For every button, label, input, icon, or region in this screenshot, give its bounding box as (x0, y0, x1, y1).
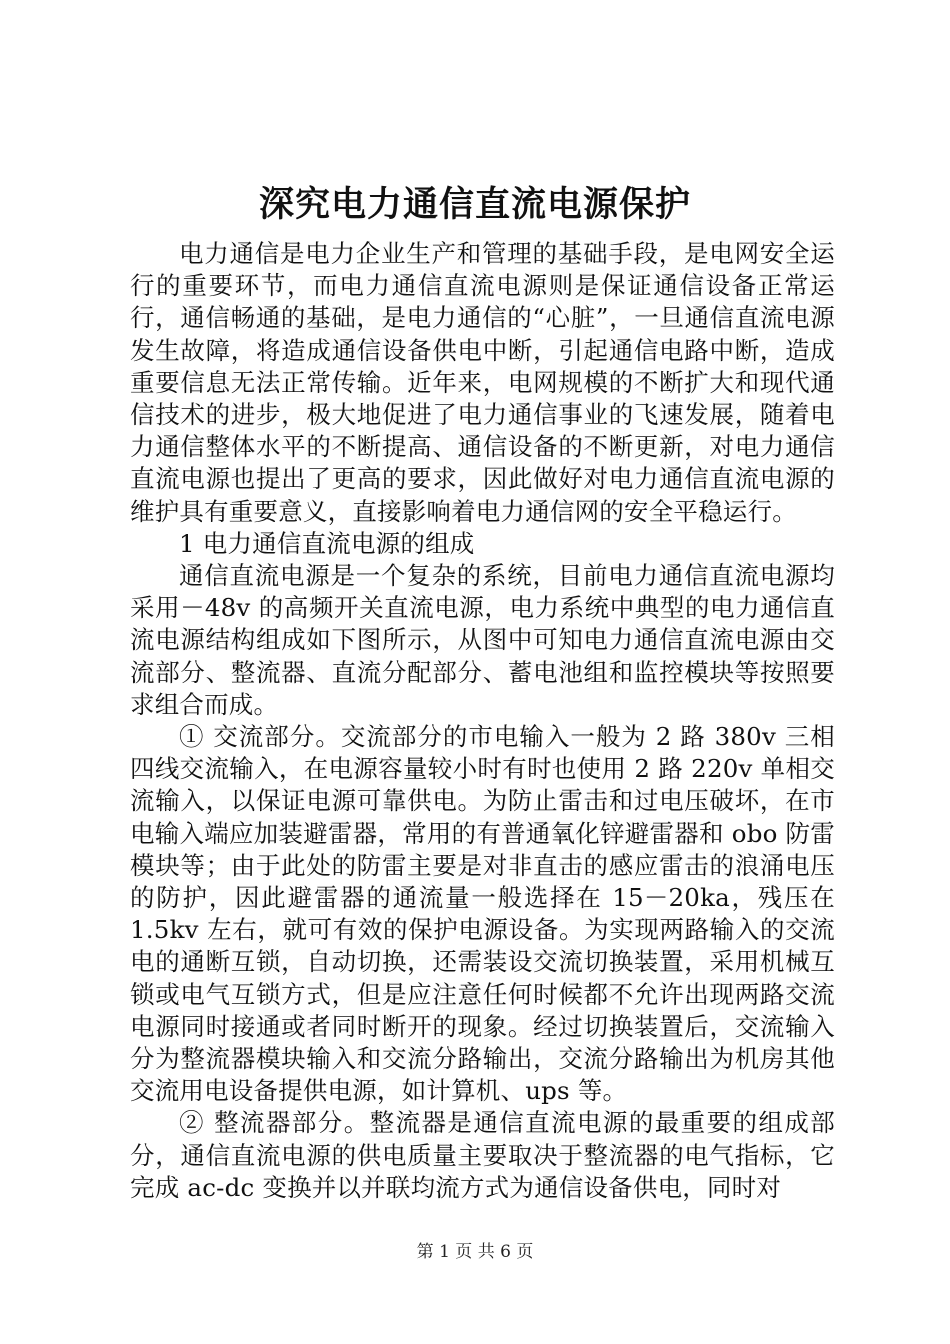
document-title: 深究电力通信直流电源保护 (258, 184, 691, 225)
paragraph-intro: 电力通信是电力企业生产和管理的基础手段，是电网安全运行的重要环节，而电力通信直流电源则是保证通信设备正常运行，通信畅通的基础，是电力通信的“心脏”，一旦通信直流电源发生故障，将造成通信设备供电中断，引起通信电路中断，造成重要信息无法正常传输。近年来，电网规模的不断扩大和现代通信技术的进步，极大地促进了电力通信事业的飞速发展，随着电力通信整体水平的不断提高、通信设备的不断更新，对电力通信直流电源也提出了更高的要求，因此做好对电力通信直流电源的维护具有重要意义，直接影响着电力通信网的安全平稳运行。 (130, 239, 835, 526)
page-footer: 第 1 页 共 6 页 (416, 1242, 534, 1262)
paragraph-composition: 通信直流电源是一个复杂的系统，目前电力通信直流电源均采用－48v 的高频开关直流电源，电力系统中典型的电力通信直流电源结构组成如下图所示，从图中可知电力通信直流电源由交流部分、整流器、直流分配部分、蓄电池组和监控模块等按照要求组合而成。 (130, 561, 835, 719)
section-heading-1: 1 电力通信直流电源的组成 (179, 528, 475, 558)
paragraph-ac-part: ① 交流部分。交流部分的市电输入一般为 2 路 380v 三相四线交流输入，在电源容量较小时有时也使用 2 路 220v 单相交流输入，以保证电源可靠供电。为防止雷击和过电压破坏，在市电输入端应加装避雷器，常用的有普通氧化锌避雷器和 obo 防雷模块等；由于此处的防雷主要是对非直击的感应雷击的浪涌电压的防护，因此避雷器的通流量一般选择在 15－20ka，残压在 1.5kv 左右，就可有效的保护电源设备。为实现两路输入的交流电的通断互锁，自动切换，还需装设交流切换装置，采用机械互锁或电气互锁方式，但是应注意任何时候都不允许出现两路交流电源同时接通或者同时断开的现象。经过切换装置后，交流输入分为整流器模块输入和交流分路输出，交流分路输出为机房其他交流用电设备提供电源，如计算机、ups 等。 (130, 722, 835, 1106)
paragraph-rectifier-part: ② 整流器部分。整流器是通信直流电源的最重要的组成部分，通信直流电源的供电质量主要取决于整流器的电气指标，它完成 ac-dc 变换并以并联均流方式为通信设备供电，同时对 (130, 1108, 835, 1202)
document-body (130, 238, 835, 1204)
